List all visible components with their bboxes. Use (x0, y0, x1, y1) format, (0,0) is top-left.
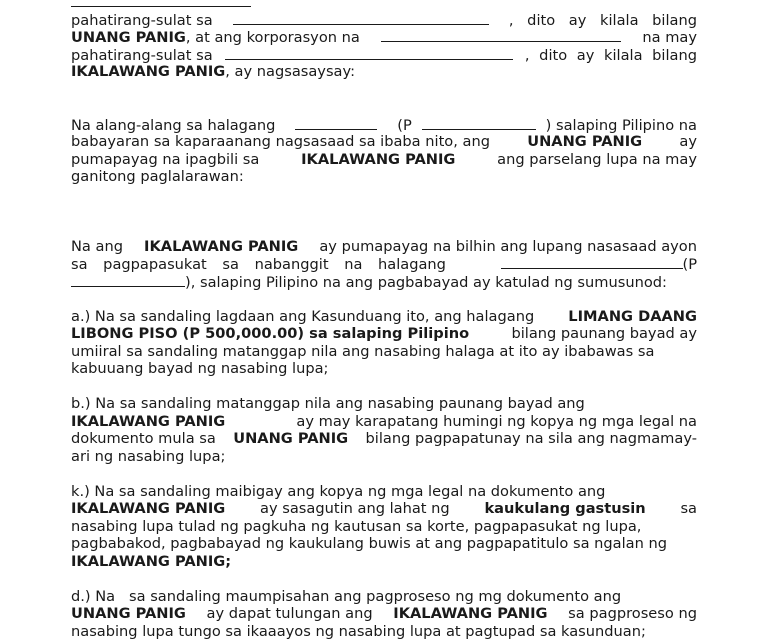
body-text: sa pagpapasukat sa nabanggit na halagang (71, 256, 446, 274)
item-b-line-3 (71, 430, 697, 448)
intro-text: , dito ay kilala bilang (509, 12, 697, 30)
body-text: Na alang-alang sa halagang (71, 117, 275, 135)
item-k-line-4 (71, 535, 697, 553)
item-d-line-1 (71, 588, 697, 606)
party-second: IKALAWANG PANIG (71, 500, 225, 518)
consideration-line-4 (71, 168, 697, 186)
party-first: UNANG PANIG (527, 133, 642, 151)
body-text: umiiral sa sandaling matanggap nila ang nasabing halaga at ito ay ibabawas sa (71, 343, 654, 361)
body-text: d.) Na sa sandaling maumpisahan ang pagproseso ng mg dokumento ang (71, 588, 621, 606)
amount-bold: LIBONG PISO (P 500,000.00) sa salaping Pilipino (71, 325, 469, 343)
item-b-line-1 (71, 395, 697, 413)
body-text: nasabing lupa tulad ng pagkuha ng kautusan sa korte, pagpapasukat ng lupa, (71, 518, 641, 536)
item-a-line-1 (71, 308, 697, 326)
item-a-line-3 (71, 343, 697, 361)
address-blank[interactable] (233, 11, 489, 25)
intro-text: , dito ay kilala bilang (525, 47, 697, 65)
item-b-line-4 (71, 448, 697, 466)
body-text: dokumento mula sa (71, 430, 216, 448)
consideration-line-2 (71, 133, 697, 151)
consideration-paragraph (71, 116, 697, 186)
body-text: babayaran sa kaparaanang nagsasaad sa ibaba nito, ang (71, 133, 490, 151)
amount-number-blank[interactable] (422, 116, 536, 130)
body-text: ay pumapayag na bilhin ang lupang nasasaad ayon (319, 238, 697, 256)
intro-text: na may (642, 29, 697, 47)
body-text: ) salaping Pilipino na (546, 117, 697, 135)
body-text: ari ng nasabing lupa; (71, 448, 225, 466)
body-text: ), salaping Pilipino na ang pagbabayad ay katulad ng sumusunod: (185, 274, 667, 292)
intro-line-0 (71, 0, 697, 11)
agreement-paragraph (71, 238, 697, 291)
body-text: k.) Na sa sandaling maibigay ang kopya ng mga legal na dokumento ang (71, 483, 605, 501)
body-text: (P (683, 256, 698, 274)
item-b-paragraph (71, 395, 697, 465)
body-text: a.) Na sa sandaling lagdaan ang Kasunduang ito, ang halagang (71, 308, 534, 326)
item-d-line-3 (71, 623, 697, 640)
item-k-line-5 (71, 553, 697, 571)
party-second: IKALAWANG PANIG (393, 605, 547, 623)
price-number-blank[interactable] (71, 273, 185, 287)
intro-paragraph (71, 0, 697, 81)
intro-line-4 (71, 63, 697, 81)
party-second: IKALAWANG PANIG (71, 63, 225, 81)
party-second: IKALAWANG PANIG; (71, 553, 231, 571)
intro-text: pahatirang-sulat sa (71, 12, 213, 30)
intro-line-1 (71, 11, 697, 29)
consideration-line-1 (71, 116, 697, 134)
price-words-blank[interactable] (501, 255, 683, 269)
intro-top-blank[interactable] (71, 0, 251, 7)
consideration-line-3 (71, 151, 697, 169)
item-d-line-2 (71, 605, 697, 623)
body-text: pagbabakod, pagbabayad ng kaukulang buwis at ang pagpapatitulo sa ngalan ng (71, 535, 667, 553)
item-k-line-3 (71, 518, 697, 536)
body-text: sa (680, 500, 697, 518)
party-first: UNANG PANIG (233, 430, 348, 448)
expenses-bold: kaukulang gastusin (484, 500, 645, 518)
item-a-line-4 (71, 360, 697, 378)
body-text: pumapayag na ipagbili sa (71, 151, 259, 169)
body-text: bilang pagpapatunay na sila ang nagmamay- (366, 430, 697, 448)
body-text: ay sasagutin ang lahat ng (260, 500, 450, 518)
body-text: ganitong paglalarawan: (71, 168, 244, 186)
body-text: kabuuang bayad ng nasabing lupa; (71, 360, 328, 378)
agreement-line-1 (71, 238, 697, 256)
party-second: IKALAWANG PANIG (301, 151, 455, 169)
body-text: nasabing lupa tungo sa ikaaayos ng nasabing lupa at pagtupad sa kasunduan; (71, 623, 646, 640)
intro-line-2 (71, 28, 697, 46)
intro-line-3 (71, 46, 697, 64)
party-first: UNANG PANIG (71, 605, 186, 623)
corporation-blank[interactable] (381, 28, 621, 42)
intro-text: , at ang korporasyon na (186, 29, 360, 46)
body-text: (P (397, 117, 412, 135)
body-text: Na ang (71, 238, 123, 256)
agreement-line-2 (71, 255, 697, 273)
item-b-line-2 (71, 413, 697, 431)
party-first: UNANG PANIG (71, 29, 186, 46)
party-second: IKALAWANG PANIG (71, 413, 225, 431)
item-k-line-1 (71, 483, 697, 501)
item-d-paragraph (71, 588, 697, 640)
item-a-paragraph (71, 308, 697, 378)
amount-words-blank[interactable] (295, 116, 377, 130)
body-text: b.) Na sa sandaling matanggap nila ang nasabing paunang bayad ang (71, 395, 585, 413)
body-text: ay dapat tulungan ang (207, 605, 373, 623)
intro-text: , ay nagsasaysay: (225, 63, 355, 81)
item-k-paragraph (71, 483, 697, 571)
item-a-line-2 (71, 325, 697, 343)
intro-text: pahatirang-sulat sa (71, 47, 213, 65)
item-k-line-2 (71, 500, 697, 518)
document-page (71, 0, 697, 640)
body-text: ay (679, 133, 697, 151)
agreement-line-3 (71, 273, 697, 291)
body-text: ang parselang lupa na may (497, 151, 697, 169)
address-blank-2[interactable] (225, 46, 513, 60)
body-text: ay may karapatang humingi ng kopya ng mga legal na (296, 413, 697, 431)
party-second: IKALAWANG PANIG (144, 238, 298, 256)
body-text: sa pagproseso ng (568, 605, 697, 623)
amount-bold: LIMANG DAANG (568, 308, 697, 326)
body-text: bilang paunang bayad ay (511, 325, 697, 343)
